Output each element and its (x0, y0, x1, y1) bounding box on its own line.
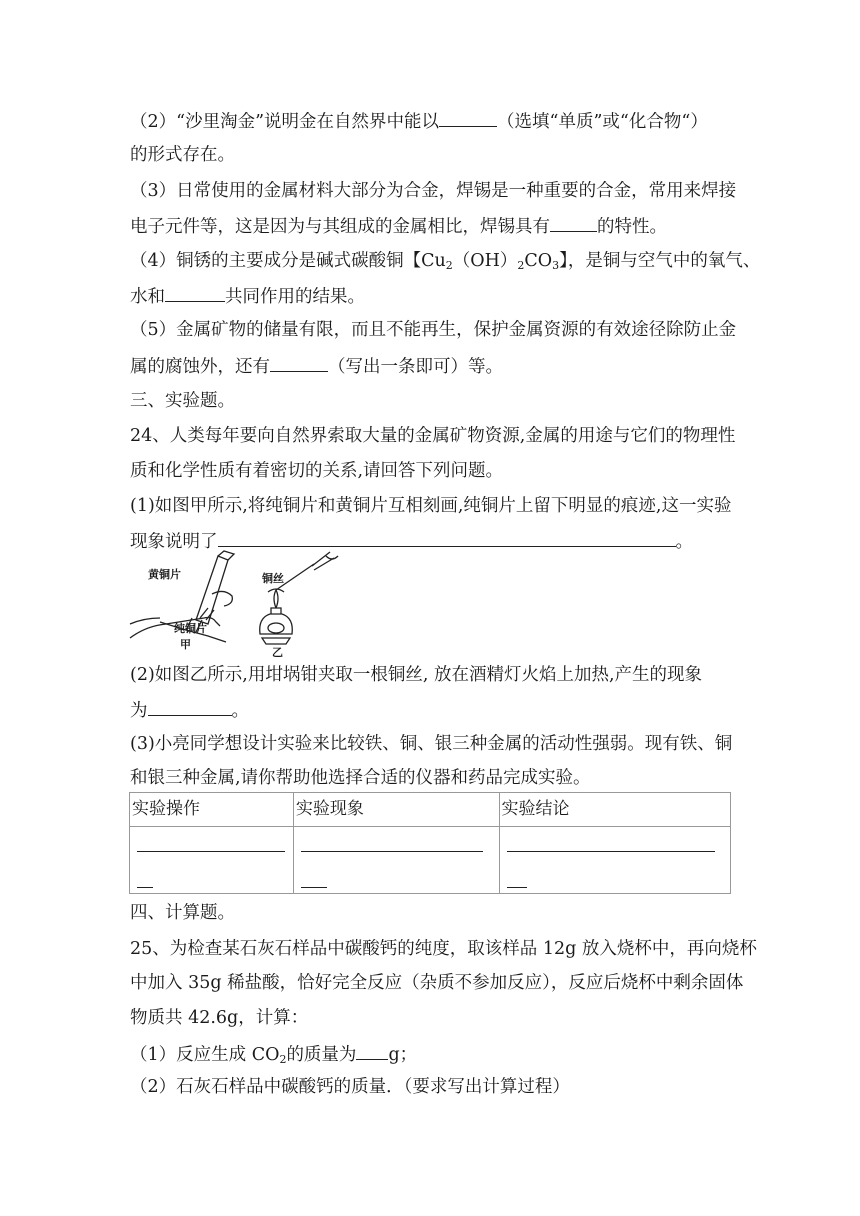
answer-blank (301, 849, 483, 852)
q24-part3-text2: 和银三种金属,请你帮助他选择合适的仪器和药品完成实验。 (130, 768, 591, 788)
header-operation: 实验操作 (130, 793, 294, 827)
q23-part5-text2: 属的腐蚀外，还有 (130, 357, 270, 377)
q25-part1-text2: 的质量为 (286, 1045, 357, 1065)
q24-part2-line2 (130, 697, 249, 723)
q23-part4-text3: CO (524, 251, 553, 271)
q23-part5-line1 (130, 318, 736, 342)
q23-part4-line1 (130, 249, 760, 273)
q24-part2-text3: 。 (231, 701, 249, 721)
cell-phenomenon-answer (293, 827, 499, 894)
q24-part3-text: (3)小亮同学想设计实验来比较铁、铜、银三种金属的活动性强弱。现有铁、铜 (130, 734, 733, 754)
q24-intro-line2 (130, 459, 503, 483)
label-figure-jia: 甲 (180, 638, 191, 651)
subscript: 2 (517, 259, 525, 272)
subscript: 2 (445, 259, 453, 272)
q23-part3-line1 (130, 179, 736, 203)
q23-part2-hint: （选填“单质”或“化合物“） (497, 112, 708, 132)
q25-intro-line2 (130, 971, 743, 995)
section-heading-calculation (130, 901, 235, 925)
header-conclusion: 实验结论 (499, 793, 730, 827)
q25-part1-line (130, 1041, 417, 1067)
label-pure-copper-plate: 纯铜片 (174, 622, 207, 635)
answer-blank (165, 283, 225, 302)
section3-text: 三、实验题。 (130, 391, 235, 411)
q23-part2-text: （2）“沙里淘金”说明金在自然界中能以 (130, 112, 440, 132)
q24-part3-line1 (130, 732, 732, 756)
q23-part5-text: （5）金属矿物的储量有限，而且不能再生，保护金属资源的有效途径除防止金 (130, 320, 737, 340)
q23-part5-line2 (130, 353, 503, 379)
q24-part2-text2: 为 (130, 701, 148, 721)
q25-part1-text3: g； (388, 1045, 418, 1065)
answer-blank (301, 885, 327, 888)
table-header-row (130, 793, 731, 827)
q23-part3-line2 (130, 213, 667, 239)
q25-intro-text: 25、为检查某石灰石样品中碳酸钙的纯度，取该样品 12g 放入烧杯中，再向烧杯 (130, 939, 757, 959)
q23-part2-line2 (130, 143, 235, 167)
answer-blank (137, 849, 285, 852)
answer-blank (439, 108, 497, 127)
answer-blank (550, 213, 597, 232)
header-phenomenon: 实验现象 (293, 793, 499, 827)
q25-part1-text: （1）反应生成 CO (130, 1045, 280, 1065)
section4-text: 四、计算题。 (130, 903, 235, 923)
q25-part2-text: （2）石灰石样品中碳酸钙的质量．（要求写出计算过程） (130, 1077, 570, 1097)
answer-blank (507, 849, 715, 852)
label-copper-wire: 铜丝 (262, 572, 284, 585)
q23-part4-text4: 】，是铜与空气中的氧气、 (559, 251, 761, 271)
heating-experiment-sketch (260, 552, 338, 644)
q24-intro-line1 (130, 424, 735, 448)
answer-blank (270, 353, 328, 372)
figure-drawing (126, 548, 346, 658)
answer-blank (137, 885, 153, 888)
q24-part3-line2 (130, 766, 591, 790)
table-row (130, 827, 731, 894)
q24-part1-line1 (130, 494, 731, 518)
subscript: 2 (279, 1053, 287, 1066)
label-figure-yi: 乙 (272, 646, 283, 659)
answer-blank (356, 1041, 388, 1060)
q24-part2-text: (2)如图乙所示,用坩埚钳夹取一根铜丝, 放在酒精灯火焰上加热,产生的现象 (130, 665, 703, 685)
subscript: 3 (552, 259, 560, 272)
q23-part4-text2: （OH） (452, 251, 518, 271)
q24-intro-text2: 质和化学性质有着密切的关系,请回答下列问题。 (130, 461, 504, 481)
experiment-figure (126, 548, 346, 658)
q24-part1-text: (1)如图甲所示,将纯铜片和黄铜片互相刻画,纯铜片上留下明显的痕迹,这一实验 (130, 496, 732, 516)
experiment-table (129, 792, 731, 894)
q25-intro-text2: 中加入 35g 稀盐酸，恰好完全反应（杂质不参加反应），反应后烧杯中剩余固体 (130, 973, 744, 993)
q23-part5-text3: （写出一条即可）等。 (328, 357, 503, 377)
cell-operation-answer (130, 827, 294, 894)
answer-blank (148, 697, 232, 716)
q23-part2-text-end: 的形式存在。 (130, 145, 235, 165)
q25-intro-text3: 物质共 42.6g，计算： (130, 1008, 309, 1028)
q23-part3-text3: 的特性。 (597, 217, 667, 237)
q25-part2-line (130, 1075, 570, 1099)
q23-part3-text: （3）日常使用的金属材料大部分为合金，焊锡是一种重要的合金，常用来焊接 (130, 181, 737, 201)
q24-intro-text: 24、人类每年要向自然界索取大量的金属矿物资源,金属的用途与它们的物理性 (130, 426, 736, 446)
cell-conclusion-answer (499, 827, 730, 894)
q24-part1-text2: 现象说明了 (130, 532, 218, 552)
label-brass-plate: 黄铜片 (148, 568, 181, 581)
q23-part3-text2: 电子元件等，这是因为与其组成的金属相比，焊锡具有 (130, 217, 550, 237)
section-heading-experiment (130, 389, 235, 413)
q25-intro-line3 (130, 1006, 308, 1030)
q23-part4-line2 (130, 283, 365, 309)
q23-part4-text: （4）铜锈的主要成分是碱式碳酸铜【Cu (130, 251, 446, 271)
q25-intro-line1 (130, 937, 757, 961)
q24-part1-text3: 。 (675, 532, 693, 552)
q24-part2-line1 (130, 663, 702, 687)
q23-part4-text5: 水和 (130, 287, 165, 307)
q23-part4-text6: 共同作用的结果。 (225, 287, 365, 307)
answer-blank (218, 528, 676, 547)
q23-part2-line1 (130, 108, 708, 134)
answer-blank (507, 885, 527, 888)
